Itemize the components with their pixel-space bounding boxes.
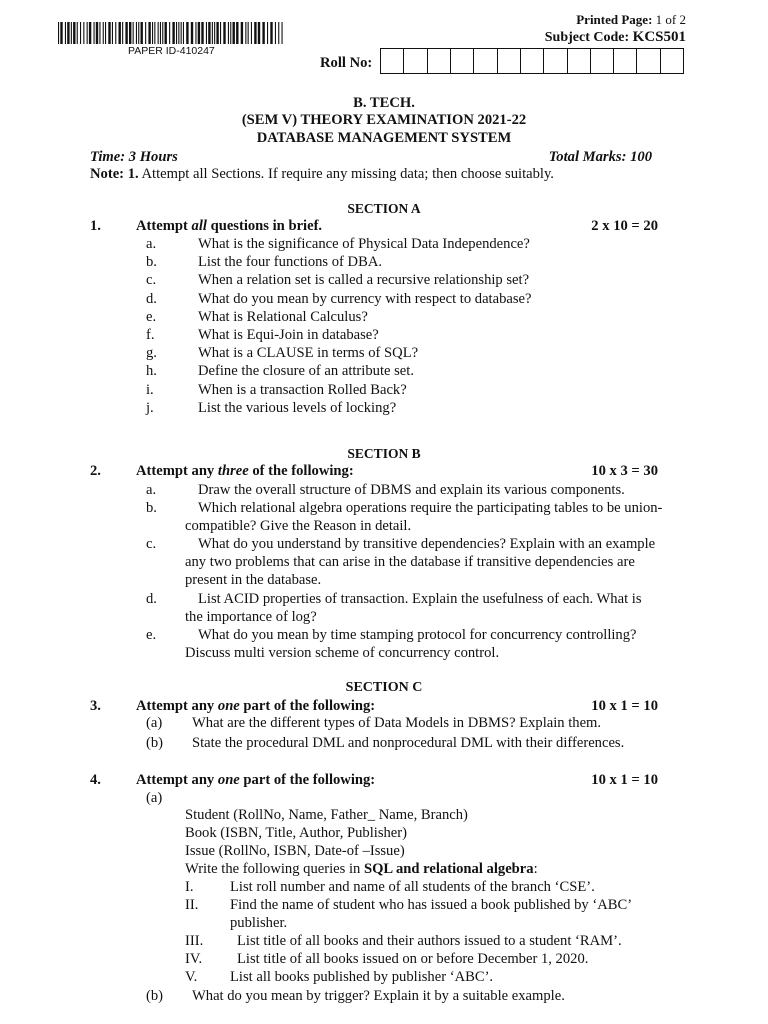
item-text-line: Draw the overall structure of DBMS and explain its various components.: [198, 482, 625, 498]
item-label: f.: [146, 327, 155, 343]
instruction-emphasis: three: [217, 463, 249, 479]
roll-no-boxes[interactable]: [380, 48, 684, 74]
section-b-heading: SECTION B: [347, 446, 421, 461]
schema-line: Student (RollNo, Name, Father_ Name, Branch): [185, 807, 468, 823]
item-text-line: Which relational algebra operations require the participating tables to be union-: [198, 500, 663, 516]
item-text-line: Discuss multi version scheme of concurrency control.: [185, 645, 500, 661]
schema-line: Issue (RollNo, ISBN, Date-of –Issue): [185, 843, 405, 859]
paper-id: PAPER ID-410247: [128, 45, 215, 57]
barcode-image: [58, 22, 284, 44]
instruction-text: Attempt any: [136, 698, 218, 714]
roll-no-label: Roll No:: [320, 55, 373, 71]
instruction-text: part of the following:: [239, 698, 376, 714]
roll-no-cell[interactable]: [498, 49, 521, 73]
instruction-text: Attempt any: [136, 463, 218, 479]
item-label: b.: [146, 500, 157, 516]
question-number: 2.: [90, 463, 101, 479]
item-text: When a relation set is called a recursive relationship set?: [198, 272, 530, 289]
item-label: d.: [146, 290, 157, 307]
roll-no-cell[interactable]: [381, 49, 404, 73]
item-text-line: List ACID properties of transaction. Explain the usefulness of each. What is: [198, 591, 642, 607]
query-label: III.: [185, 933, 204, 949]
query-text-line: List title of all books and their authors issued to a student ‘RAM’.: [237, 933, 622, 949]
item-label: a.: [146, 236, 157, 252]
item-text: What is the significance of Physical Data Independence?: [198, 236, 530, 252]
roll-no-cell[interactable]: [591, 49, 614, 73]
item-label: e.: [146, 308, 157, 325]
exam-subject: DATABASE MANAGEMENT SYSTEM: [256, 130, 512, 146]
question-instruction: [136, 462, 354, 480]
roll-no-cell[interactable]: [521, 49, 544, 73]
roll-no-cell[interactable]: [404, 49, 427, 73]
instruction-text: Attempt any: [136, 772, 218, 788]
item-text-line: What do you mean by time stamping protocol for concurrency controlling?: [198, 627, 637, 643]
question-instruction: [136, 697, 375, 715]
instruction-emphasis: all: [191, 218, 207, 234]
item-text-line: What do you understand by transitive dependencies? Explain with an example: [198, 536, 656, 552]
printed-page-value: 1 of 2: [655, 12, 686, 27]
note: [90, 165, 554, 183]
question-marks: 10 x 3 = 30: [591, 463, 658, 479]
total-marks: Total Marks: 100: [548, 149, 652, 165]
item-label: (b): [146, 735, 164, 751]
instruction-bold: SQL and relational algebra: [363, 861, 534, 877]
query-label: II.: [185, 897, 199, 913]
item-text: State the procedural DML and nonprocedural DML with their differences.: [192, 735, 625, 751]
note-text: Attempt all Sections. If require any missing data; then choose suitably.: [141, 166, 554, 182]
printed-page-label: Printed Page:: [576, 12, 653, 27]
item-label: (a): [146, 790, 163, 806]
item-text-line: compatible? Give the Reason in detail.: [185, 518, 412, 534]
time-allowed: Time: 3 Hours: [90, 149, 178, 165]
instruction-text: questions in brief.: [206, 218, 323, 234]
instruction-text: part of the following:: [239, 772, 376, 788]
item-label: g.: [146, 345, 157, 362]
question-marks: 10 x 1 = 10: [591, 772, 658, 788]
item-label: (a): [146, 715, 163, 731]
instruction-text: of the following:: [248, 463, 354, 479]
roll-no-cell[interactable]: [451, 49, 474, 73]
item-text: List the various levels of locking?: [198, 399, 397, 416]
item-label: d.: [146, 591, 157, 607]
subject-code-label: Subject Code:: [544, 30, 630, 45]
item-text: What are the different types of Data Models in DBMS? Explain them.: [192, 715, 602, 731]
question-marks: 2 x 10 = 20: [591, 218, 658, 234]
query-text-line: Find the name of student who has issued a book published by ‘ABC’: [230, 897, 633, 913]
item-label: c.: [146, 272, 157, 289]
roll-no-cell[interactable]: [568, 49, 591, 73]
question-instruction: [136, 771, 375, 789]
note-label: Note:: [90, 166, 125, 182]
instruction-emphasis: one: [217, 698, 240, 714]
item-label: a.: [146, 482, 157, 498]
note-number: 1.: [127, 166, 139, 182]
exam-degree: B. TECH.: [353, 95, 415, 111]
item-text-line: any two problems that can arise in the database if transitive dependencies are: [185, 554, 635, 570]
printed-page: [576, 11, 686, 29]
item-label: h.: [146, 363, 157, 380]
item-text-line: present in the database.: [185, 572, 322, 588]
item-text: What is a CLAUSE in terms of SQL?: [198, 345, 419, 362]
item-text: Define the closure of an attribute set.: [198, 363, 414, 380]
query-text-line: publisher.: [230, 915, 288, 931]
schema-line: Book (ISBN, Title, Author, Publisher): [185, 825, 407, 841]
item-text: What do you mean by trigger? Explain it by a suitable example.: [192, 988, 565, 1004]
question-instruction: [136, 217, 322, 235]
section-c-heading: SECTION C: [345, 680, 423, 695]
item-label: b.: [146, 254, 157, 271]
subject-code: [545, 28, 686, 47]
roll-no-cell[interactable]: [428, 49, 451, 73]
question-number: 1.: [90, 218, 101, 234]
roll-no-cell[interactable]: [474, 49, 497, 73]
roll-no-cell[interactable]: [544, 49, 567, 73]
item-text: List the four functions of DBA.: [198, 254, 383, 271]
instruction-text: :: [533, 861, 538, 877]
instruction-emphasis: one: [217, 772, 240, 788]
subject-code-value: KCS501: [632, 29, 686, 45]
query-text-line: List roll number and name of all students of the branch ‘CSE’.: [230, 879, 595, 895]
query-label: IV.: [185, 951, 203, 967]
roll-no-cell[interactable]: [661, 49, 683, 73]
item-text: What is Relational Calculus?: [198, 308, 368, 325]
roll-no-cell[interactable]: [637, 49, 660, 73]
question-number: 3.: [90, 698, 101, 714]
question-number: 4.: [90, 772, 101, 788]
item-label: j.: [146, 399, 154, 416]
query-instruction: [185, 860, 538, 878]
item-label: c.: [146, 536, 157, 552]
instruction-text: Write the following queries in: [185, 861, 364, 877]
exam-title: (SEM V) THEORY EXAMINATION 2021-22: [241, 112, 527, 128]
item-text-line: the importance of log?: [185, 609, 317, 625]
query-text-line: List all books published by publisher ‘ABC’.: [230, 969, 494, 985]
query-label: I.: [185, 879, 194, 895]
instruction-text: Attempt: [136, 218, 192, 234]
item-text: What do you mean by currency with respect to database?: [198, 290, 532, 307]
item-text: What is Equi-Join in database?: [198, 327, 379, 343]
item-label: (b): [146, 988, 164, 1004]
item-label: e.: [146, 627, 157, 643]
query-label: V.: [185, 969, 198, 985]
roll-no-cell[interactable]: [614, 49, 637, 73]
question-marks: 10 x 1 = 10: [591, 698, 658, 714]
section-a-heading: SECTION A: [347, 201, 421, 216]
item-label: i.: [146, 381, 154, 398]
item-text: When is a transaction Rolled Back?: [198, 381, 407, 398]
query-text-line: List title of all books issued on or before December 1, 2020.: [237, 951, 589, 967]
